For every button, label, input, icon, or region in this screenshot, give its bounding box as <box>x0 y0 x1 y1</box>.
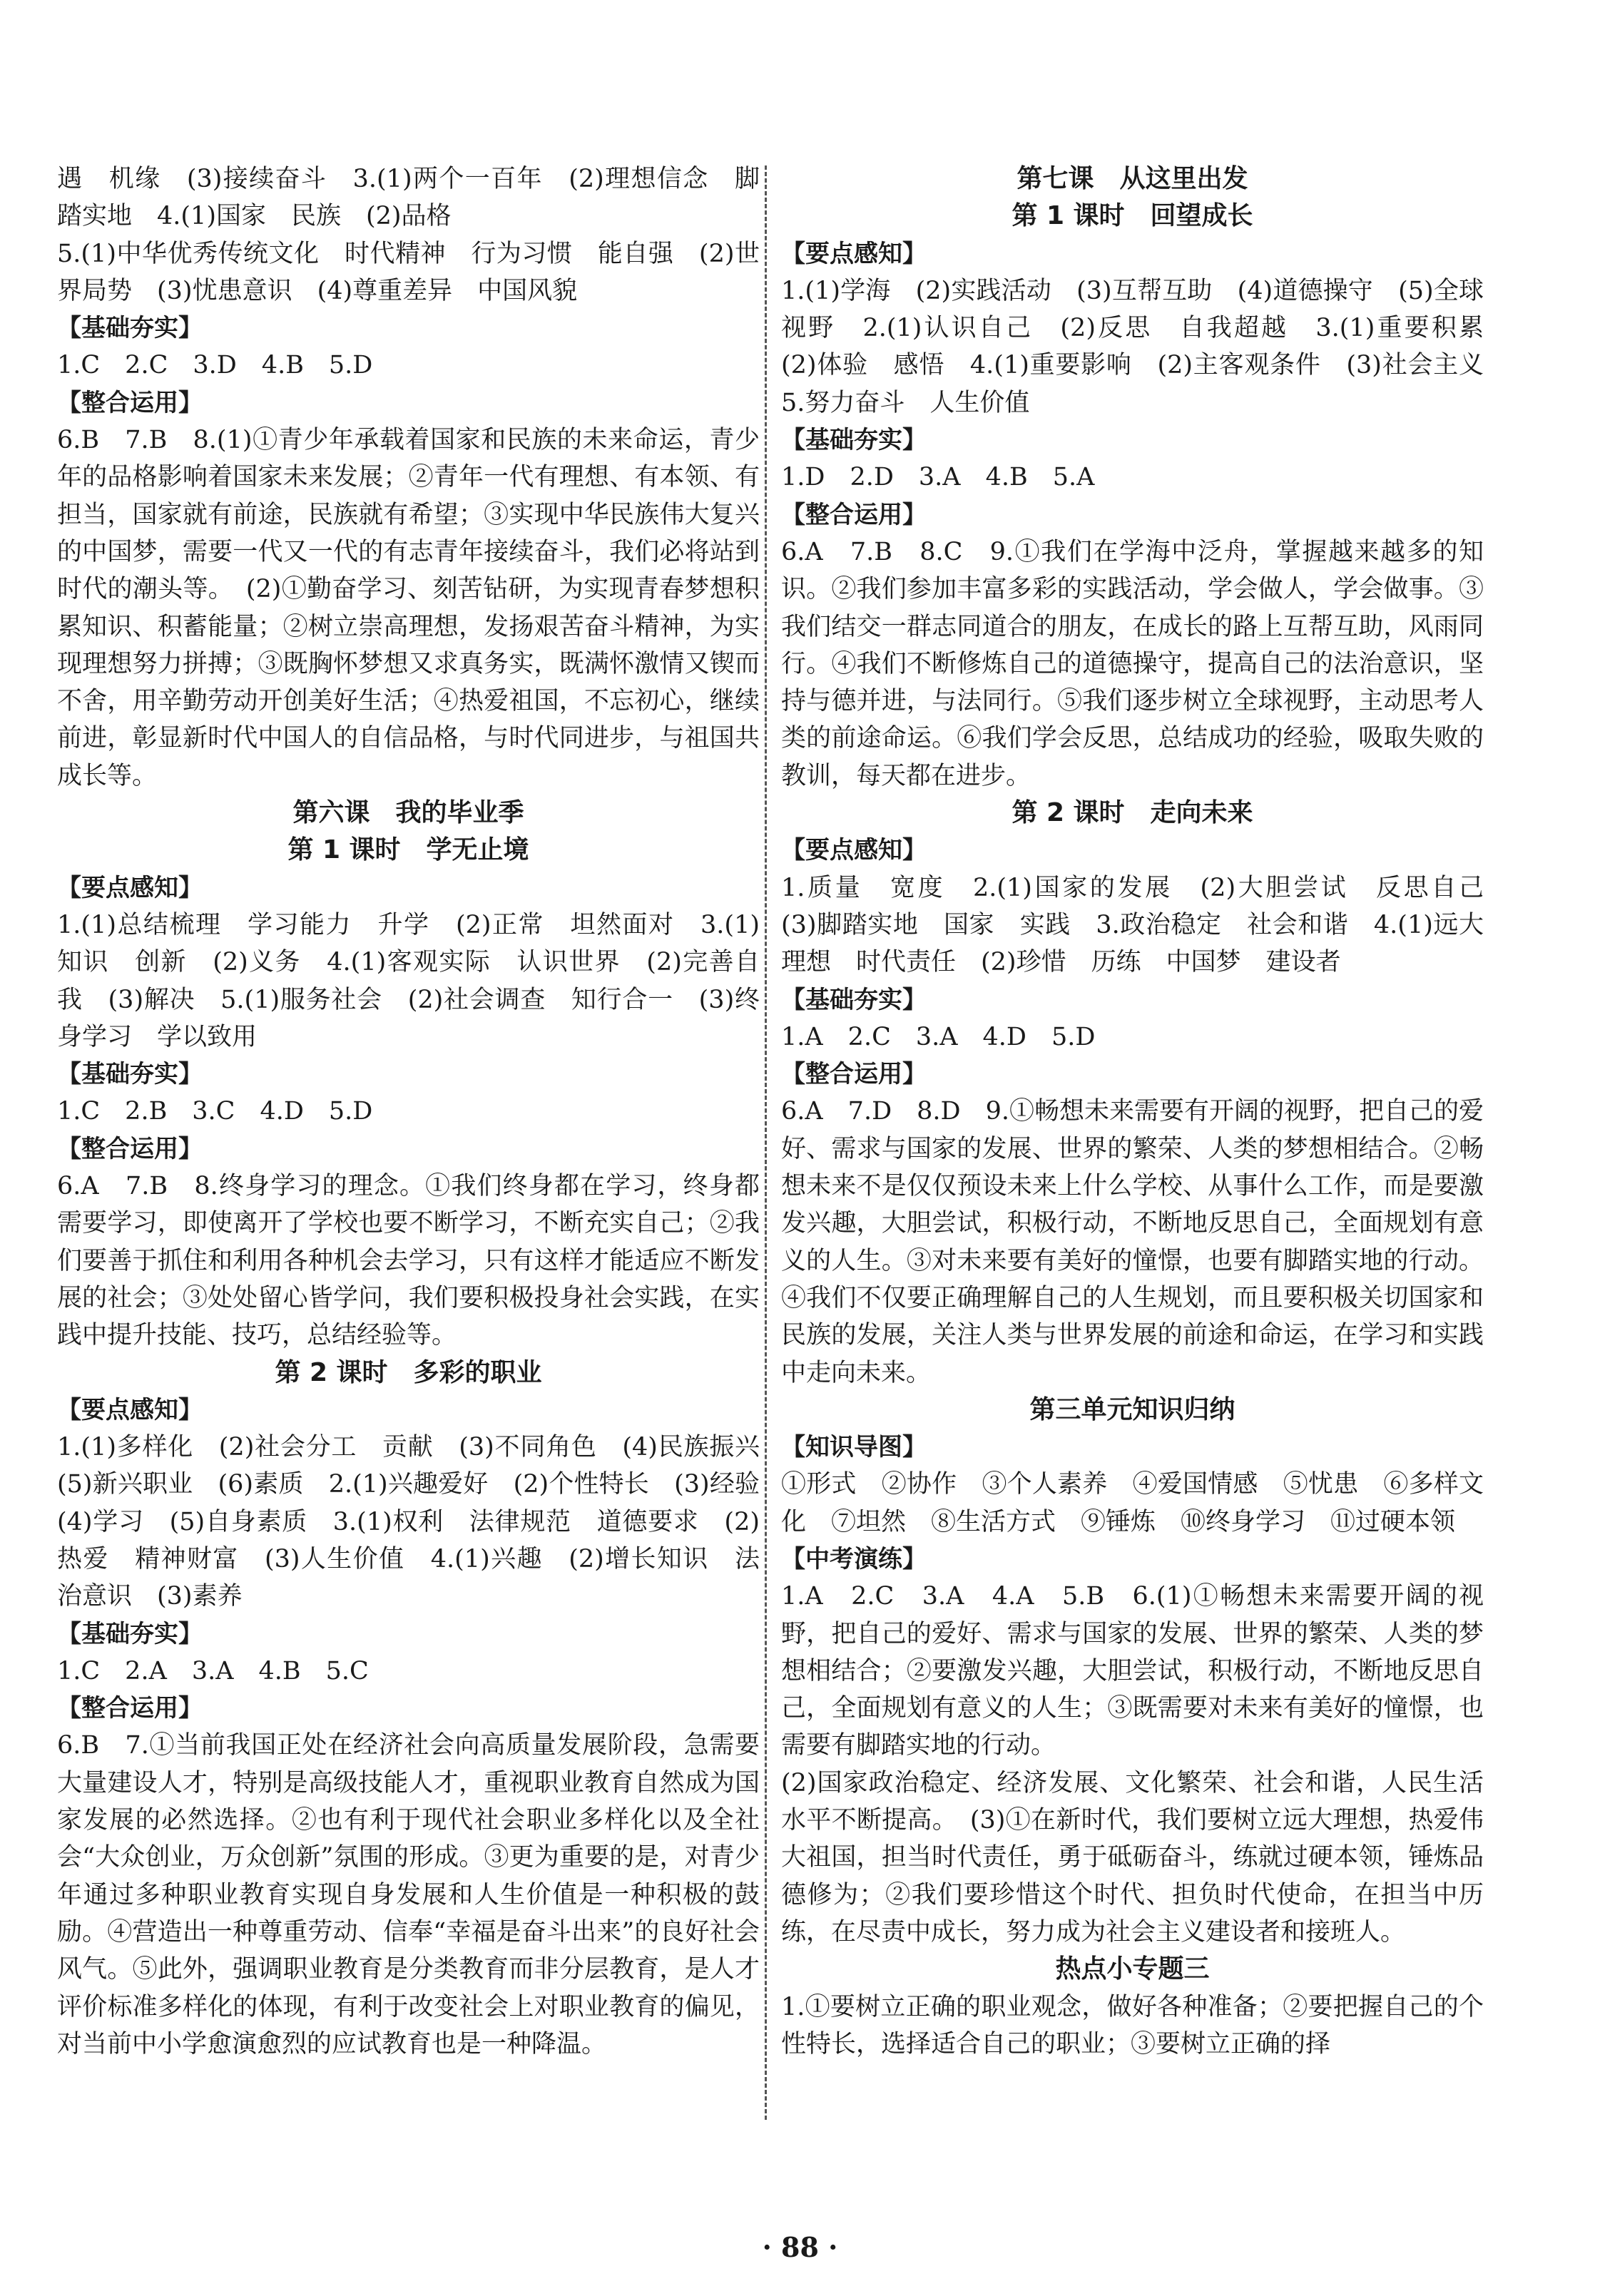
section-heading: 【整合运用】 <box>57 1134 203 1163</box>
section-heading: 【整合运用】 <box>781 1060 927 1089</box>
paragraph: 1.(1)多样化 (2)社会分工 贡献 (3)不同角色 (4)民族振兴 (5)新兴职业 (6)素质 2.(1)兴趣爱好 (2)个性特长 (3)经验 (4)学习 (5)自身素质 3.(1)权利 法律规范 道德要求 (2)热爱 精神财富 (3)人生价值 4.(1)兴趣 (2)增长知识 法治意识 (3)素养 <box>57 1433 785 1611</box>
paragraph: 1.C 2.B 3.C 4.D 5.D <box>57 1097 373 1126</box>
paragraph: 1.A 2.C 3.A 4.A 5.B 6.(1)①畅想未来需要开阔的视野，把自己的爱好、需求与国家的发展、世界的繁荣、人类的梦想相结合；②要激发兴趣，大胆尝试，积极行动，不断地反思自己，全面规划有意义的人生；③既需要对未来有美好的憧憬，也需要有脚踏实地的行动。 <box>781 1582 1484 1760</box>
paragraph: 6.A 7.B 8.终身学习的理念。①我们终身都在学习，终身都需要学习，即使离开了学校也要不断学习，不断充实自己；②我们要善于抓住和利用各种机会去学习，只有这样才能适应不断发展的社会；③处处留心皆学问，我们要积极投身社会实践，在实践中提升技能、技巧，总结经验等。 <box>57 1172 760 1350</box>
paragraph: (2)国家政治稳定、经济发展、文化繁荣、社会和谐，人民生活水平不断提高。 (3)①在新时代，我们要树立远大理想，热爱伟大祖国，担当时代责任，勇于砥砺奋斗，练就过硬本领，锤炼品德修为；②我们要珍惜这个时代、担负时代使命，在担当中历练，在尽责中成长，努力成为社会主义建设者和接班人。 <box>781 1768 1484 1947</box>
section-heading: 【知识导图】 <box>781 1433 927 1462</box>
section-heading: 【要点感知】 <box>57 873 203 902</box>
section-heading: 【基础夯实】 <box>781 426 927 455</box>
left-column <box>57 160 785 2063</box>
paragraph: 1.(1)学海 (2)实践活动 (3)互帮互助 (4)道德操守 (5)全球视野 2.(1)认识自己 (2)反思 自我超越 3.(1)重要积累 (2)体验 感悟 4.(1)重要影响 (2)主客观条件 (3)社会主义 5.努力奋斗 人生价值 <box>781 276 1509 417</box>
lesson-title: 第 1 课时 回望成长 <box>1012 201 1253 231</box>
paragraph: 6.B 7.B 8.(1)①青少年承载着国家和民族的未来命运，青少年的品格影响着国家未来发展；②青年一代有理想、有本领、有担当，国家就有前途，民族就有希望；③实现中华民族伟大复兴的中国梦，需要一代又一代的有志青年接续奋斗，我们必将站到时代的潮头等。 (2)①勤奋学习、刻苦钻研，为实现青春梦想积累知识、积蓄能量；②树立崇高理想，发扬艰苦奋斗精神，为实现理想努力拼搏；③既胸怀梦想又求真务实，既满怀激情又锲而不舍，用辛勤劳动开创美好生活；④热爱祖国，不忘初心，继续前进，彰显新时代中国人的自信品格，与时代同进步，与祖国共成长等。 <box>57 426 760 790</box>
column-divider <box>765 165 767 2120</box>
paragraph: 1.A 2.C 3.A 4.D 5.D <box>781 1022 1096 1051</box>
paragraph: 1.D 2.D 3.A 4.B 5.A <box>781 463 1095 492</box>
lesson-title: 第三单元知识归纳 <box>1029 1394 1235 1424</box>
lesson-title: 第 2 课时 走向未来 <box>1012 798 1253 828</box>
section-heading: 【基础夯实】 <box>57 1060 203 1089</box>
paragraph: 6.B 7.①当前我国正处在经济社会向高质量发展阶段，急需要大量建设人才，特别是高级技能人才，重视职业教育自然成为国家发展的必然选择。②也有利于现代社会职业多样化以及全社会“大众创业，万众创新”氛围的形成。③更为重要的是，对青少年通过多种职业教育实现自身发展和人生价值是一种积极的鼓励。④营造出一种尊重劳动、信奉“幸福是奋斗出来”的良好社会风气。⑤此外，强调职业教育是分类教育而非分层教育，是人才评价标准多样化的体现，有利于改变社会上对职业教育的偏见，对当前中小学愈演愈烈的应试教育也是一种降温。 <box>57 1731 760 2058</box>
lesson-title: 第六课 我的毕业季 <box>292 798 524 828</box>
section-heading: 【整合运用】 <box>781 500 927 529</box>
section-heading: 【整合运用】 <box>57 388 203 417</box>
section-heading: 【要点感知】 <box>781 239 927 268</box>
paragraph: 1.①要树立正确的职业观念，做好各种准备；②要把握自己的个性特长，选择适合自己的职业；③要树立正确的择 <box>781 1992 1484 2058</box>
lesson-title: 第七课 从这里出发 <box>1016 164 1248 193</box>
paragraph: ①形式 ②协作 ③个人素养 ④爱国情感 ⑤忧患 ⑥多样文化 ⑦坦然 ⑧生活方式 ⑨锤炼 ⑩终身学习 ⑪过硬本领 <box>781 1470 1484 1536</box>
paragraph: 6.A 7.B 8.C 9.①我们在学海中泛舟，掌握越来越多的知识。②我们参加丰富多彩的实践活动，学会做人，学会做事。③我们结交一群志同道合的朋友，在成长的路上互帮互助，风雨同行。④我们不断修炼自己的道德操守，提高自己的法治意识，坚持与德并进，与法同行。⑤我们逐步树立全球视野，主动思考人类的前途命运。⑥我们学会反思，总结成功的经验，吸取失败的教训，每天都在进步。 <box>781 537 1484 790</box>
paragraph: 1.质量 宽度 2.(1)国家的发展 (2)大胆尝试 反思自己 (3)脚踏实地 国家 实践 3.政治稳定 社会和谐 4.(1)远大理想 时代责任 (2)珍惜 历练 中国梦 建设者 <box>781 873 1509 977</box>
section-heading: 【要点感知】 <box>781 836 927 865</box>
section-heading: 【基础夯实】 <box>781 985 927 1014</box>
section-heading: 【中考演练】 <box>781 1544 927 1573</box>
lesson-title: 热点小专题三 <box>1055 1954 1210 1984</box>
right-column <box>781 160 1509 2063</box>
paragraph: 6.A 7.D 8.D 9.①畅想未来需要有开阔的视野，把自己的爱好、需求与国家的发展、世界的繁荣、人类的梦想相结合。②畅想未来不是仅仅预设未来上什么学校、从事什么工作，而是要激发兴趣，大胆尝试，积极行动，不断地反思自己，全面规划有意义的人生。③对未来要有美好的憧憬，也要有脚踏实地的行动。④我们不仅要正确理解自己的人生规划，而且要积极关切国家和民族的发展，关注人类与世界发展的前途和命运，在学习和实践中走向未来。 <box>781 1097 1484 1387</box>
paragraph: 5.(1)中华优秀传统文化 时代精神 行为习惯 能自强 (2)世界局势 (3)忧患意识 (4)尊重差异 中国风貌 <box>57 239 760 305</box>
section-heading: 【要点感知】 <box>57 1395 203 1424</box>
paragraph: 1.(1)总结梳理 学习能力 升学 (2)正常 坦然面对 3.(1)知识 创新 (2)义务 4.(1)客观实际 认识世界 (2)完善自我 (3)解决 5.(1)服务社会 (2)社会调查 知行合一 (3)终身学习 学以致用 <box>57 910 760 1051</box>
page-number: · 88 · <box>762 2231 838 2263</box>
paragraph: 1.C 2.C 3.D 4.B 5.D <box>57 351 373 380</box>
section-heading: 【基础夯实】 <box>57 314 203 343</box>
paragraph: 遇 机缘 (3)接续奋斗 3.(1)两个一百年 (2)理想信念 脚踏实地 4.(1)国家 民族 (2)品格 <box>57 165 760 231</box>
section-heading: 【基础夯实】 <box>57 1619 203 1648</box>
section-heading: 【整合运用】 <box>57 1694 203 1723</box>
paragraph: 1.C 2.A 3.A 4.B 5.C <box>57 1656 369 1685</box>
lesson-title: 第 2 课时 多彩的职业 <box>275 1357 542 1387</box>
lesson-title: 第 1 课时 学无止境 <box>287 835 529 865</box>
